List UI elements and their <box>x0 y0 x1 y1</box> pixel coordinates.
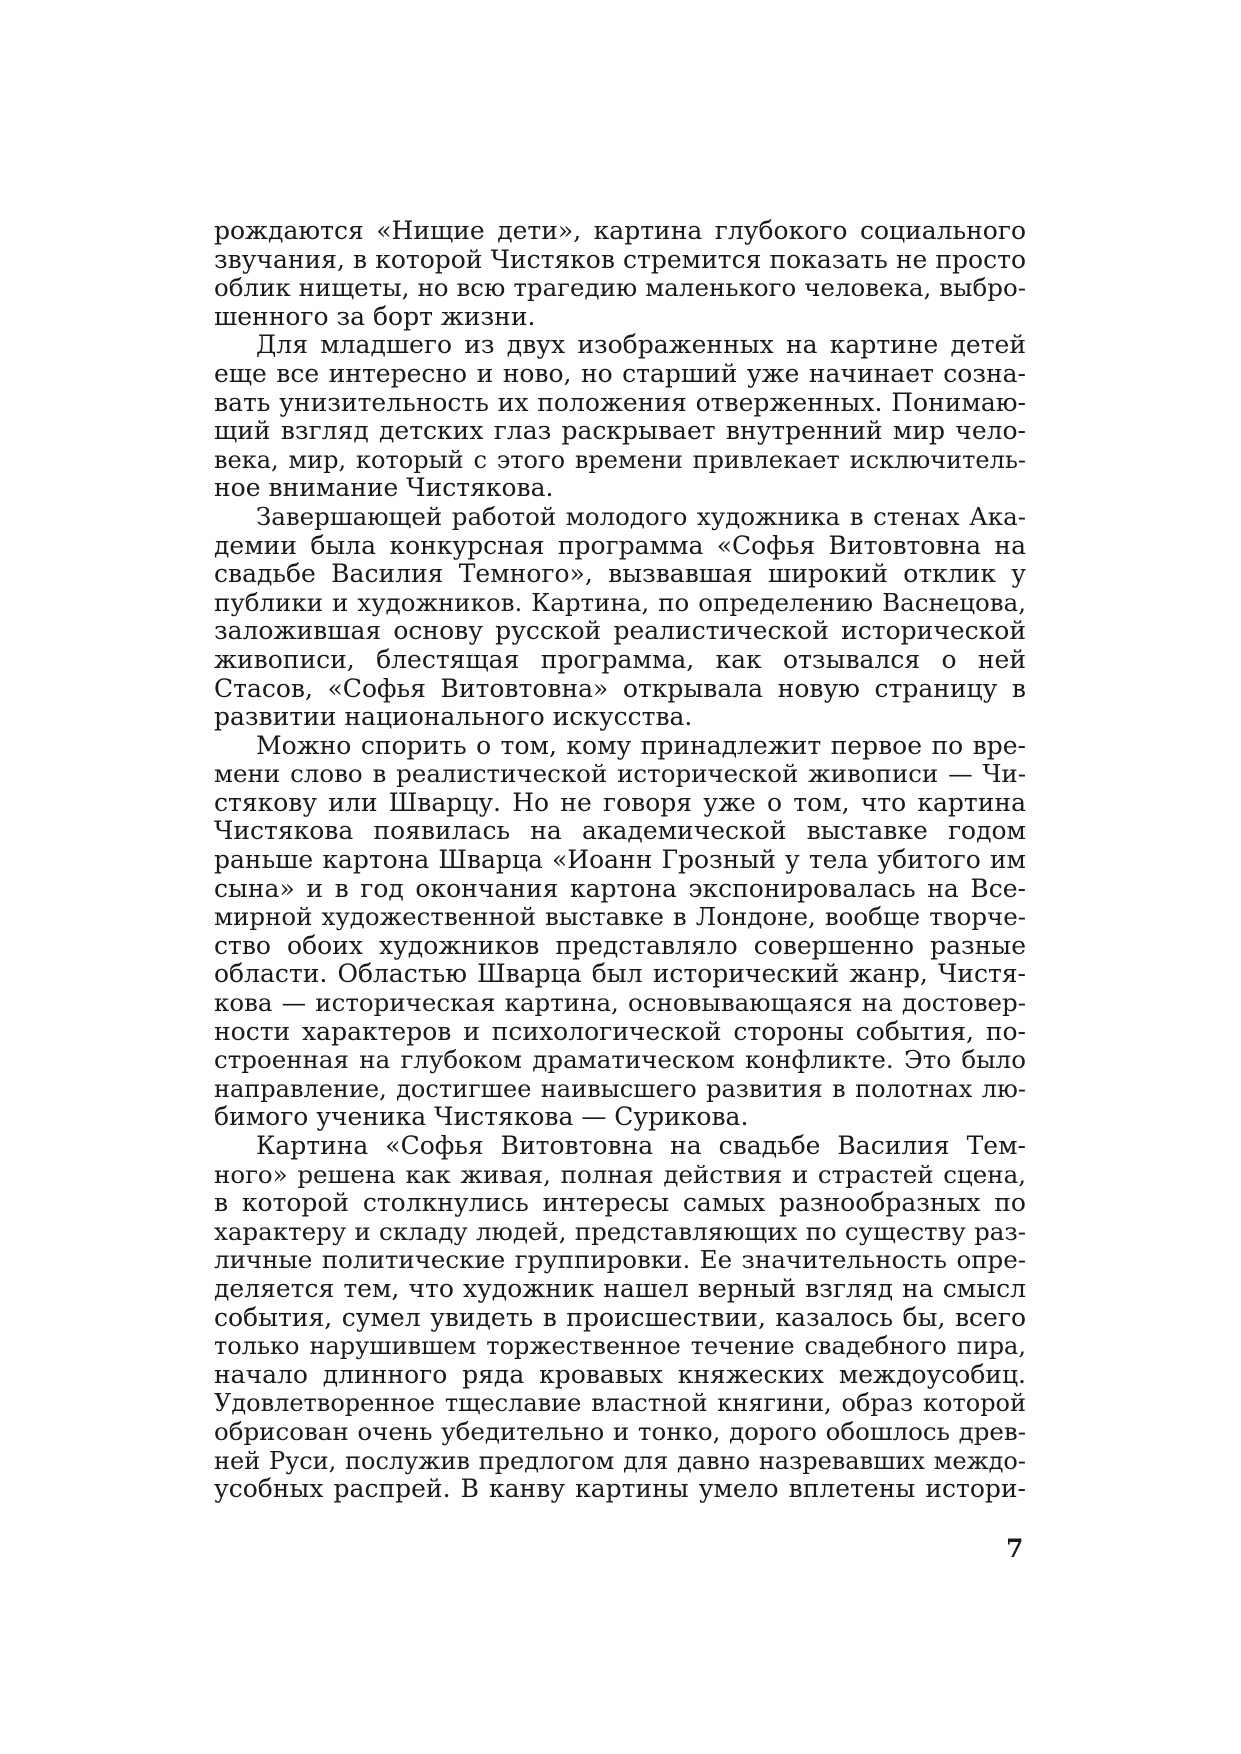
text-line: области. Областью Шварца был исторический жанр, Чистя- <box>214 959 1026 989</box>
text-line: щий взгляд детских глаз раскрывает внутренний мир чело- <box>214 416 1026 446</box>
text-line: сына» и в год окончания картона экспонировалась на Все- <box>214 873 1026 903</box>
text-line: рождаются «Нищие дети», картина глубокого социального <box>214 216 1026 245</box>
text-line: демии была конкурсная программа «Софья Витовтовна на <box>214 530 1026 560</box>
text-line: мирной художественной выставке в Лондоне, вообще творче- <box>214 902 1026 932</box>
text-line: Чистякова появилась на академической выставке годом <box>214 816 1026 846</box>
text-line: бимого ученика Чистякова — Сурикова. <box>214 1102 749 1132</box>
text-line: развитии национального искусства. <box>214 702 693 732</box>
body-text <box>214 217 1026 1504</box>
paragraph <box>214 732 1026 1132</box>
text-line: облик нищеты, но всю трагедию маленького человека, выбро- <box>214 273 1026 303</box>
text-line: вать унизительность их положения отверженных. Понимаю- <box>214 387 1026 417</box>
text-line: только нарушившем торжественное течение свадебного пира, <box>214 1332 1026 1361</box>
paragraph <box>214 503 1026 732</box>
text-line: Для младшего из двух изображенных на картине детей <box>256 330 1026 360</box>
text-line: ное внимание Чистякова. <box>214 473 554 503</box>
text-line: мени слово в реалистической исторической живописи — Чи- <box>214 759 1026 789</box>
text-line: ство обоих художников представляло совершенно разные <box>214 930 1026 960</box>
page-number: 7 <box>1006 1534 1024 1563</box>
text-line: свадьбе Василия Темного», вызвавшая широкий отклик у <box>214 559 1026 589</box>
text-line: личные политические группировки. Ее значительность опре- <box>214 1245 1026 1275</box>
paragraph <box>214 331 1026 503</box>
text-line: строенная на глубоком драматическом конфликте. Это было <box>214 1045 1026 1075</box>
text-line: живописи, блестящая программа, как отзывался о ней <box>214 644 1026 674</box>
text-line: шенного за борт жизни. <box>214 301 536 331</box>
text-line: публики и художников. Картина, по определению Васнецова, <box>214 587 1026 617</box>
text-line: характеру и складу людей, представляющих по существу раз- <box>214 1216 1026 1246</box>
text-line: Картина «Софья Витовтовна на свадьбе Василия Тем- <box>256 1131 1026 1160</box>
text-line: ности характеров и психологической стороны события, по- <box>214 1016 1026 1046</box>
text-line: события, сумел увидеть в происшествии, казалось бы, всего <box>214 1302 1026 1332</box>
text-line: еще все интересно и ново, но старший уже начинает созна- <box>214 358 1026 388</box>
text-line: Завершающей работой молодого художника в стенах Ака- <box>256 501 1026 531</box>
text-line: ного» решена как живая, полная действия и страстей сцена, <box>214 1159 1026 1189</box>
text-line: кова — историческая картина, основывающаяся на достовер- <box>214 988 1026 1018</box>
text-line: деляется тем, что художник нашел верный взгляд на смысл <box>214 1273 1026 1303</box>
text-line: заложившая основу русской реалистической исторической <box>214 616 1026 646</box>
text-line: в которой столкнулись интересы самых разнообразных по <box>214 1188 1026 1218</box>
text-line: начало длинного ряда кровавых княжеских междоусобиц. <box>214 1359 1026 1389</box>
text-line: стякову или Шварцу. Но не говоря уже о том, что картина <box>214 787 1026 817</box>
text-line: раньше картона Шварца «Иоанн Грозный у тела убитого им <box>214 845 1026 875</box>
text-line: ней Руси, послужив предлогом для давно назревавших междо- <box>214 1446 1026 1475</box>
text-line: обрисован очень убедительно и тонко, дорого обошлось древ- <box>214 1416 1026 1446</box>
text-line: усобных распрей. В канву картины умело вплетены истори- <box>214 1474 1026 1504</box>
paragraph <box>214 1132 1026 1504</box>
text-line: Стасов, «Софья Витовтовна» открывала новую страницу в <box>214 673 1026 703</box>
text-line: звучания, в которой Чистяков стремится показать не просто <box>214 244 1026 274</box>
paragraph <box>214 217 1026 331</box>
text-line: направление, достигшее наивысшего развития в полотнах лю- <box>214 1074 1026 1103</box>
text-line: Можно спорить о том, кому принадлежит первое по вре- <box>256 730 1026 760</box>
text-line: Удовлетворенное тщеславие властной княгини, образ которой <box>214 1389 1026 1418</box>
text-line: века, мир, который с этого времени привлекает исключитель- <box>214 445 1026 474</box>
